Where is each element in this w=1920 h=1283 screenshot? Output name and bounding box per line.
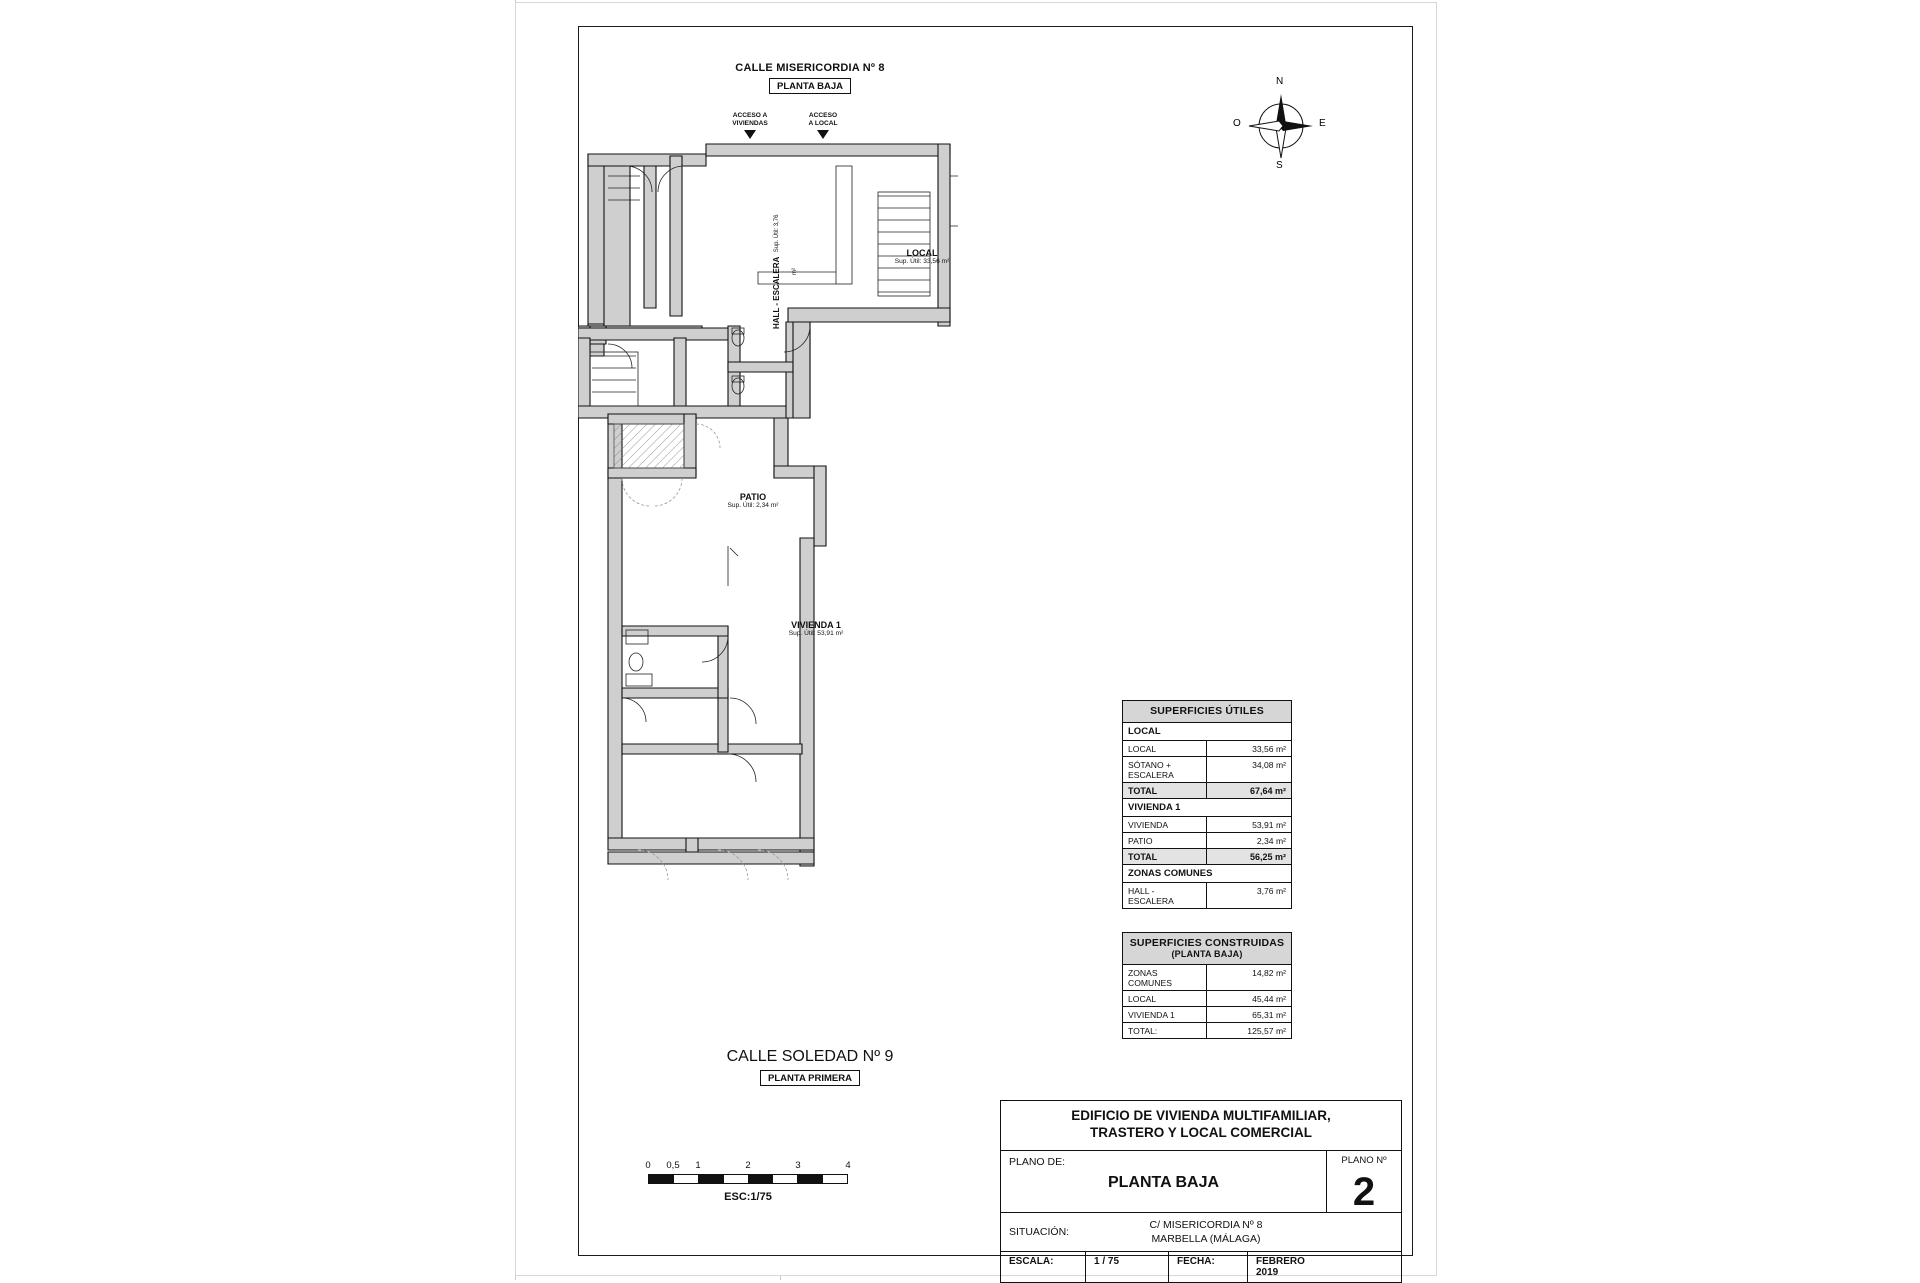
row-value: 65,31 m²: [1206, 1007, 1291, 1022]
table-row: [1123, 965, 1291, 991]
escala-value: 1 / 75: [1086, 1252, 1169, 1282]
construidas-title: SUPERFICIES CONSTRUIDAS: [1129, 937, 1285, 949]
row-label: PATIO: [1128, 835, 1153, 846]
scale-seg: [724, 1175, 749, 1183]
patio-name: PATIO: [739, 492, 767, 502]
scale-seg: [649, 1175, 674, 1183]
row-label: TOTAL:: [1128, 1025, 1158, 1036]
scale-bar-graphic: [648, 1174, 848, 1184]
row-value: 3,76 m²: [1206, 883, 1291, 908]
plano-de-value: PLANTA BAJA: [1107, 1173, 1220, 1191]
plan-title-bottom: [700, 1048, 920, 1086]
room-label-patio: [698, 492, 808, 509]
row-value: 45,44 m²: [1206, 991, 1291, 1006]
scale-seg: [823, 1175, 847, 1183]
plano-n-label: PLANO Nº: [1341, 1154, 1387, 1166]
hall-escalera-area: Sup. Útil: 3,76 m²: [774, 214, 798, 276]
table-row: [1123, 757, 1291, 783]
acceso-local-line1: ACCESO: [808, 112, 838, 119]
group-vivienda-title: VIVIENDA 1: [1123, 799, 1291, 817]
plano-n-value: 2: [1352, 1169, 1376, 1214]
street-name-bottom: CALLE SOLEDAD Nº 9: [726, 1048, 894, 1065]
row-label: TOTAL: [1128, 851, 1158, 862]
table-row-total: [1123, 783, 1291, 799]
scale-tick-4: 3: [795, 1160, 801, 1171]
vivienda-1-name: VIVIENDA 1: [791, 620, 841, 630]
scale-tick-3: 2: [745, 1160, 751, 1171]
row-value: 2,34 m²: [1206, 833, 1291, 848]
floor-label-top: PLANTA BAJA: [769, 78, 851, 94]
table-row: [1123, 817, 1291, 833]
scale-tick-2: 1: [695, 1160, 701, 1171]
plano-numero-cell: [1326, 1151, 1401, 1212]
scale-bar-ticks: [645, 1160, 851, 1174]
patio-area: Sup. Útil: 2,34 m²: [727, 502, 779, 509]
escala-label: ESCALA:: [1001, 1252, 1086, 1282]
row-label: LOCAL: [1128, 743, 1157, 754]
arrow-down-icon: [817, 130, 829, 139]
plano-de-label: PLANO DE:: [1009, 1155, 1066, 1168]
scale-seg: [674, 1175, 699, 1183]
plan-title-top: [700, 62, 920, 94]
scale-seg: [773, 1175, 798, 1183]
compass-n-label: N: [1276, 76, 1284, 87]
situacion-line1: C/ MISERICORDIA Nº 8: [1149, 1218, 1263, 1231]
table-row-total: [1123, 849, 1291, 865]
table-row: [1123, 1007, 1291, 1023]
acceso-viviendas-line1: ACCESO A: [732, 112, 768, 119]
arrow-down-icon: [744, 130, 756, 139]
row-label: VIVIENDA 1: [1128, 1009, 1175, 1020]
situacion-label: SITUACIÓN:: [1009, 1225, 1070, 1238]
scale-seg: [749, 1175, 774, 1183]
room-label-hall-escalera: [768, 212, 804, 332]
compass-e-label: E: [1319, 118, 1326, 129]
situacion-line2: MARBELLA (MÁLAGA): [1151, 1232, 1261, 1245]
project-title: [1001, 1101, 1401, 1150]
local-area: Sup. Útil: 33,56 m²: [894, 258, 950, 265]
table-row: [1123, 833, 1291, 849]
compass-s-label: S: [1276, 160, 1283, 171]
row-value: 34,08 m²: [1206, 757, 1291, 782]
scale-bar: [645, 1160, 851, 1203]
row-label: VIVIENDA: [1128, 819, 1169, 830]
scale-caption: ESC:1/75: [724, 1191, 772, 1203]
table-construidas-header: [1123, 933, 1291, 965]
compass-rose: [1233, 76, 1327, 172]
acceso-viviendas-marker: [715, 112, 785, 139]
hall-escalera-name: HALL - ESCALERA: [772, 256, 781, 330]
title-block-plano-row: [1001, 1151, 1401, 1213]
compass-o-label: O: [1233, 118, 1241, 129]
scale-seg: [699, 1175, 724, 1183]
row-value: 56,25 m²: [1206, 849, 1291, 864]
scale-seg: [798, 1175, 823, 1183]
fecha-label: FECHA:: [1169, 1252, 1248, 1282]
row-value: 67,64 m²: [1206, 783, 1291, 798]
row-label: SÓTANO + ESCALERA: [1128, 759, 1174, 780]
scale-tick-1: 0,5: [666, 1160, 680, 1171]
row-value: 14,82 m²: [1206, 965, 1291, 990]
plano-de-cell: [1001, 1151, 1326, 1212]
escala-fecha-strip: [1001, 1252, 1327, 1282]
fecha-value: FEBRERO 2019: [1256, 1256, 1305, 1279]
acceso-viviendas-line2: VIVIENDAS: [732, 119, 768, 127]
row-value: 125,57 m²: [1206, 1023, 1291, 1038]
table-superficies-construidas: [1122, 932, 1292, 1039]
floor-label-bottom: PLANTA PRIMERA: [760, 1070, 860, 1086]
situacion-cell: [1001, 1213, 1327, 1251]
table-row: [1123, 883, 1291, 908]
street-name-top: CALLE MISERICORDIA Nº 8: [735, 62, 885, 74]
title-block-escala-row: [1001, 1252, 1401, 1282]
escala-spacer: [1327, 1252, 1401, 1282]
scale-tick-5: 4: [845, 1160, 851, 1171]
construidas-subtitle: (PLANTA BAJA): [1171, 949, 1243, 959]
room-label-local: [862, 248, 982, 265]
row-label: LOCAL: [1128, 993, 1157, 1004]
project-title-line2: TRASTERO Y LOCAL COMERCIAL: [1089, 1124, 1312, 1140]
room-label-vivienda-1: [746, 620, 886, 637]
project-title-line1: EDIFICIO DE VIVIENDA MULTIFAMILIAR,: [1071, 1108, 1331, 1123]
vivienda-1-area: Sup. Útil: 53,91 m²: [788, 630, 844, 637]
table-row: [1123, 741, 1291, 757]
table-row: [1123, 991, 1291, 1007]
local-name: LOCAL: [906, 248, 938, 258]
table-utiles-header: SUPERFICIES ÚTILES: [1123, 701, 1291, 723]
row-label: HALL - ESCALERA: [1128, 885, 1174, 906]
title-block: [1000, 1100, 1402, 1283]
acceso-local-line2: A LOCAL: [808, 119, 838, 127]
table-row-total: [1123, 1023, 1291, 1038]
situacion-value: [1093, 1218, 1319, 1246]
table-superficies-utiles: [1122, 700, 1292, 909]
group-zonas-comunes-title: ZONAS COMUNES: [1123, 865, 1291, 883]
title-block-situacion-row: [1001, 1213, 1401, 1252]
row-label: ZONAS COMUNES: [1128, 967, 1172, 988]
row-value: 53,91 m²: [1206, 817, 1291, 832]
title-block-project-row: [1001, 1101, 1401, 1151]
group-local-title: LOCAL: [1123, 723, 1291, 741]
situacion-spacer: [1327, 1213, 1401, 1251]
row-label: TOTAL: [1128, 785, 1158, 796]
row-value: 33,56 m²: [1206, 741, 1291, 756]
scale-tick-0: 0: [645, 1160, 651, 1171]
acceso-local-marker: [788, 112, 858, 139]
